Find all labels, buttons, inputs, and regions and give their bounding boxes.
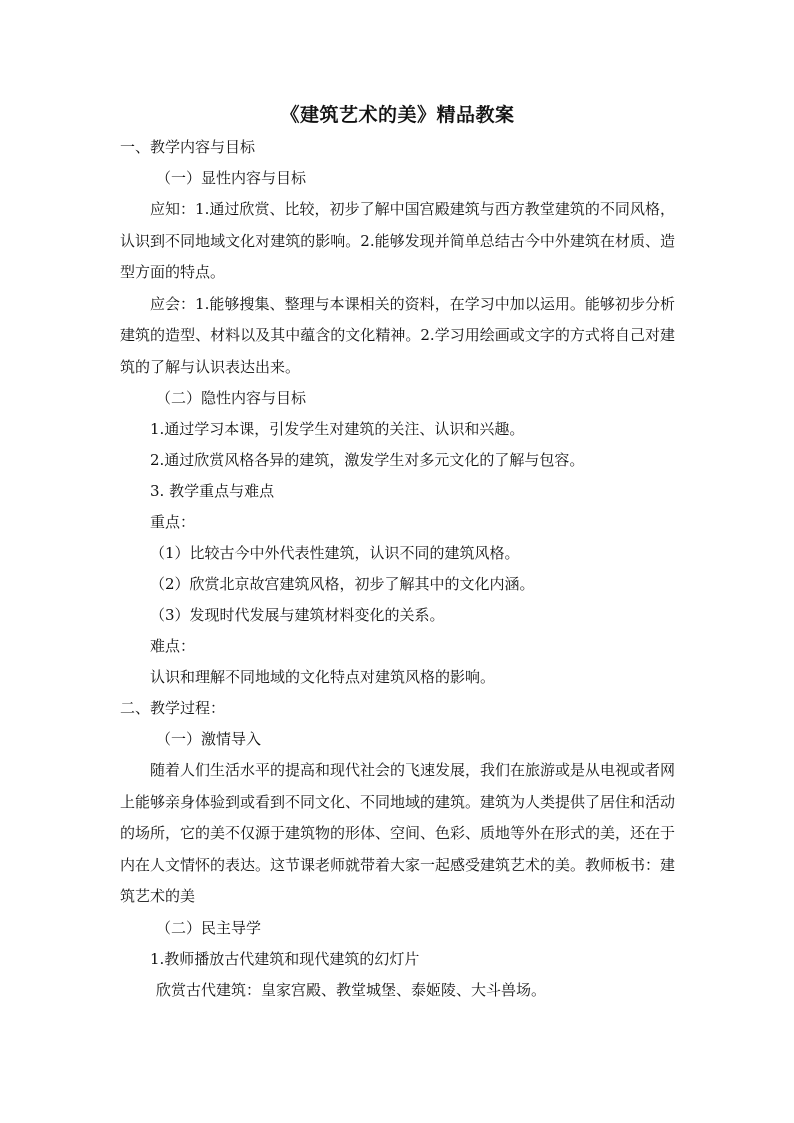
difficult-points-label: 难点：: [150, 637, 196, 655]
key-point-item: （1）比较古今中外代表性建筑，认识不同的建筑风格。: [150, 544, 520, 562]
paragraph-intro: 随着人们生活水平的提高和现代社会的飞速发展，我们在旅游或是从电视或者网上能够亲身体验到或看到不同文化、不同地域的建筑。建筑为人类提供了居住和活动的场所，它的美不仅源于建筑物的形体、空间、色彩、质地等外在形式的美，还在于内在人文情怀的表达。这节课老师就带着大家一起感受建筑艺术的美。教师板书：建筑艺术的美: [120, 761, 676, 905]
subsection-guided-learning: （二）民主导学: [156, 918, 262, 937]
difficult-point-text: 认识和理解不同地域的文化特点对建筑风格的影响。: [150, 668, 496, 686]
key-points-label: 重点：: [150, 513, 196, 531]
paragraph-should-know: 应知：1.通过欣赏、比较，初步了解中国宫殿建筑与西方教堂建筑的不同风格，认识到不同地域文化对建筑的影响。2.能够发现并简单总结古今中外建筑在材质、造型方面的特点。: [120, 200, 675, 281]
document-page: [120, 100, 675, 1006]
key-point-item: （3）发现时代发展与建筑材料变化的关系。: [150, 606, 445, 624]
section-1-heading: 一、教学内容与目标: [120, 138, 256, 156]
key-point-item: （2）欣赏北京故宫建筑风格，初步了解其中的文化内涵。: [150, 575, 535, 593]
subsection-key-points: 3. 教学重点与难点: [150, 482, 275, 500]
implicit-goal-item: 2.通过欣赏风格各异的建筑，激发学生对多元文化的了解与包容。: [150, 451, 585, 469]
section-2-heading: 二、教学过程：: [120, 699, 226, 717]
subsection-explicit-goals: （一）显性内容与目标: [156, 169, 307, 187]
paragraph-should-do: 应会：1.能够搜集、整理与本课相关的资料，在学习中加以运用。能够初步分析建筑的造型、材料以及其中蕴含的文化精神。2.学习用绘画或文字的方式将自己对建筑的了解与认识表达出来。: [120, 294, 675, 376]
subsection-intro: （一）激情导入: [156, 730, 262, 748]
ancient-architecture-list: 欣赏古代建筑：皇家宫殿、教堂城堡、泰姬陵、大斗兽场。: [156, 980, 547, 999]
step-item: 1.教师播放古代建筑和现代建筑的幻灯片: [150, 949, 420, 968]
implicit-goal-item: 1.通过学习本课，引发学生对建筑的关注、认识和兴趣。: [150, 420, 525, 438]
subsection-implicit-goals: （二）隐性内容与目标: [156, 389, 307, 407]
document-title: 《建筑艺术的美》精品教案: [280, 104, 515, 126]
